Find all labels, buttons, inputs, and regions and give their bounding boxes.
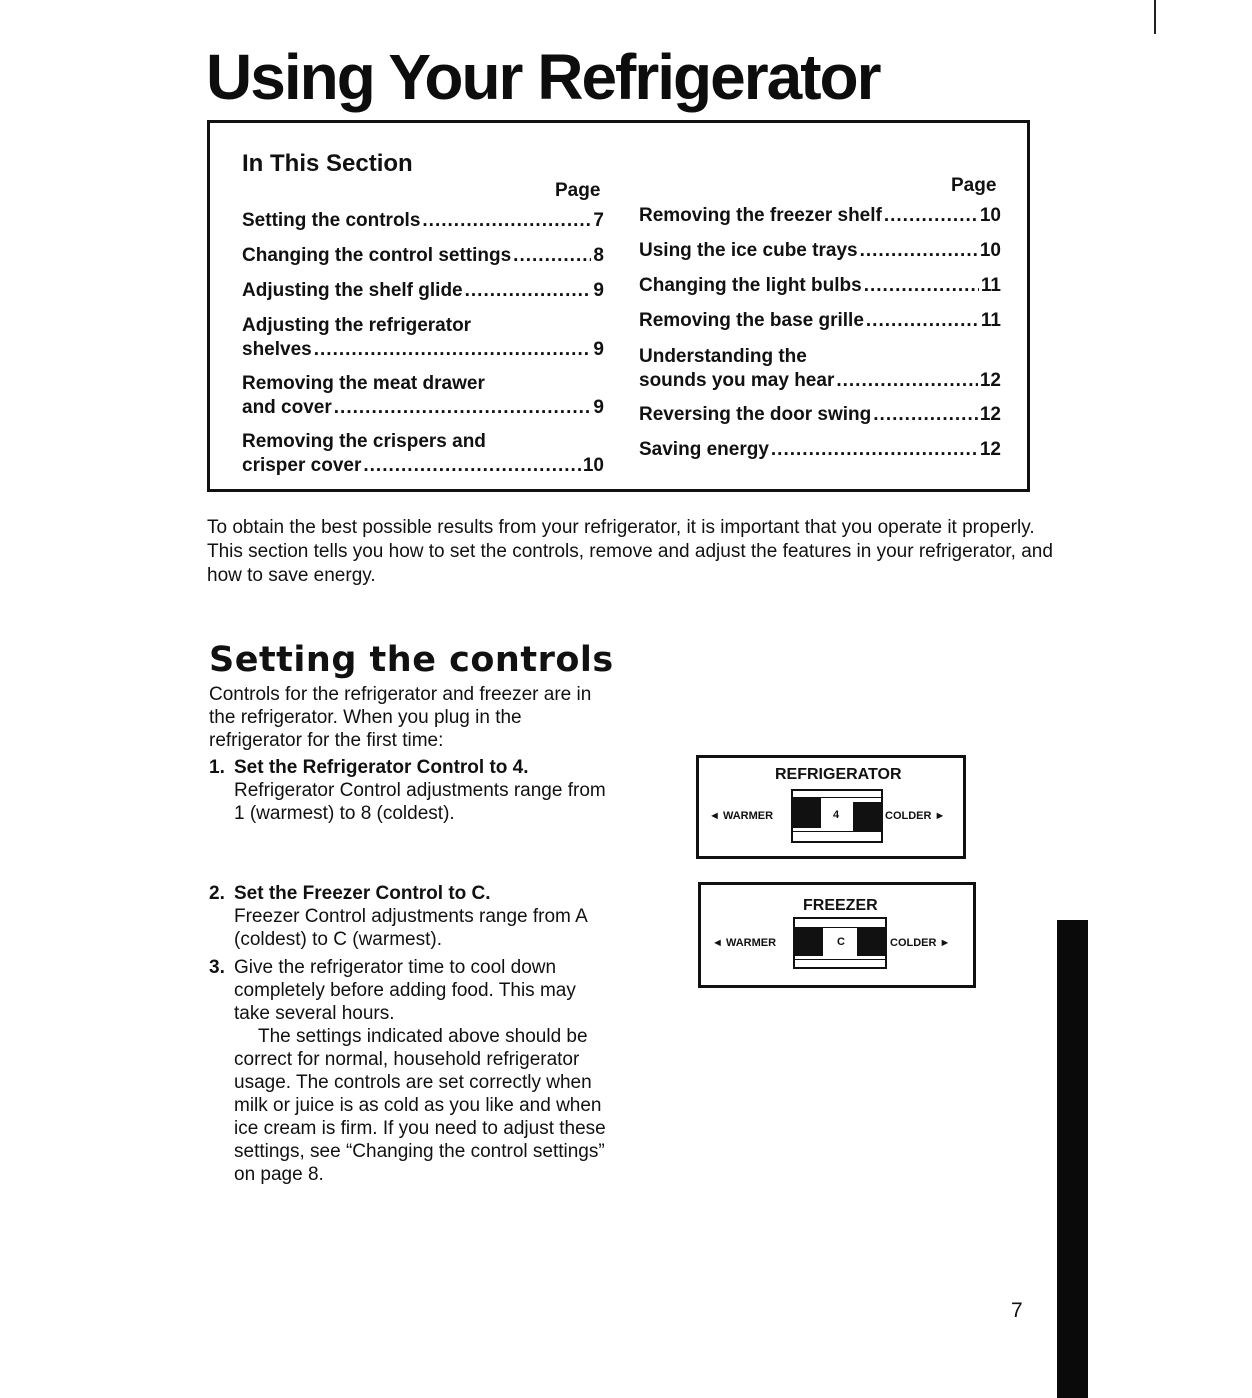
toc-entry-page: 11 (980, 310, 1001, 331)
step-number: 1. (209, 757, 225, 778)
leader-dots (314, 338, 592, 362)
dial-knob-right (853, 802, 881, 832)
toc-entry[interactable] (639, 345, 1001, 393)
toc-entry-page: 10 (979, 205, 1001, 226)
colder-label: COLDER ► (890, 937, 951, 949)
toc-entry[interactable] (242, 279, 604, 303)
lead-paragraph: Controls for the refrigerator and freezer are in the refrigerator. When you plug in the refrigerator for the first time: (209, 684, 592, 751)
toc-entry-text: Changing the light bulbs (639, 275, 862, 296)
toc-entry-text: Understanding the (639, 346, 807, 367)
freezer-setting-value: C (837, 936, 845, 948)
toc-entry[interactable] (242, 244, 604, 268)
leader-dots (363, 454, 581, 478)
toc-entry[interactable] (242, 314, 604, 362)
freezer-control-dial[interactable] (793, 917, 887, 969)
refrigerator-control-dial[interactable] (791, 789, 883, 843)
refrigerator-setting-value: 4 (833, 809, 840, 821)
thumb-tab-bar (1057, 920, 1088, 1398)
toc-entry-text: Changing the control settings (242, 245, 512, 266)
step-number: 3. (209, 957, 225, 978)
toc-heading: In This Section (242, 150, 413, 177)
toc-entry-text: crisper cover (242, 455, 362, 476)
toc-entry-page: 11 (980, 275, 1001, 296)
leader-dots (422, 209, 591, 233)
toc-entry-page: 7 (593, 210, 604, 231)
page-title: Using Your Refrigerator (206, 41, 880, 113)
leader-dots (884, 204, 978, 228)
toc-entry[interactable] (639, 274, 1001, 298)
toc-entry-page: 10 (979, 240, 1001, 261)
warmer-label: ◄ WARMER (709, 810, 774, 822)
toc-entry-page: 9 (593, 397, 604, 418)
toc-entry[interactable] (242, 209, 604, 233)
freezer-panel-title: FREEZER (803, 897, 878, 914)
step-body: Give the refrigerator time to cool down completely before adding food. This may take several hours. (234, 957, 576, 1024)
toc-entry-page: 10 (582, 455, 604, 476)
leader-dots (873, 403, 978, 427)
leader-dots (465, 279, 592, 303)
toc-entry-page: 9 (593, 339, 604, 360)
step-2 (209, 882, 614, 951)
toc-entry-text: Saving energy (639, 439, 769, 460)
step-heading: Set the Refrigerator Control to 4. (234, 757, 529, 778)
step-body: Refrigerator Control adjustments range from 1 (warmest) to 8 (coldest). (234, 780, 606, 824)
toc-entry[interactable] (639, 309, 1001, 333)
step-heading: Set the Freezer Control to C. (234, 883, 491, 904)
toc-entry-text: and cover (242, 397, 332, 418)
toc-page-label-right: Page (951, 175, 997, 196)
toc-entry-text: Removing the base grille (639, 310, 864, 331)
leader-dots (771, 438, 978, 462)
toc-entry-page: 12 (979, 439, 1001, 460)
leader-dots (866, 309, 979, 333)
toc-entry-text: Removing the freezer shelf (639, 205, 882, 226)
section-title: Setting the controls (209, 640, 614, 680)
toc-entry-text: Using the ice cube trays (639, 240, 858, 261)
step-extra-paragraph: The settings indicated above should be correct for normal, household refrigerator usage. The controls are set correctly when milk or juice is as cold as you like and when ice cream is firm. If you need to adjust these settings, see “Changing the control settings” on page 8. (234, 1026, 606, 1185)
toc-entry-text: shelves (242, 339, 312, 360)
toc-entry-text: Reversing the door swing (639, 404, 872, 425)
leader-dots (513, 244, 591, 268)
toc-entry-text: Setting the controls (242, 210, 421, 231)
intro-paragraph: To obtain the best possible results from your refrigerator, it is important that you operate it properly. This section tells you how to set the controls, remove and adjust the features in your refrigerator, and how to save energy. (207, 517, 1053, 586)
step-3 (209, 956, 614, 1186)
toc-entry[interactable] (639, 403, 1001, 427)
step-1 (209, 756, 614, 825)
toc-page-label-left: Page (555, 180, 601, 201)
leader-dots (864, 274, 979, 298)
dial-knob-left (793, 798, 821, 828)
colder-label: COLDER ► (885, 810, 946, 822)
step-number: 2. (209, 883, 225, 904)
dial-knob-right (857, 928, 885, 956)
leader-dots (836, 369, 978, 393)
toc-entry-text: Adjusting the refrigerator (242, 315, 472, 336)
warmer-label: ◄ WARMER (712, 937, 777, 949)
toc-entry-page: 9 (593, 280, 604, 301)
refrigerator-panel-title: REFRIGERATOR (775, 766, 902, 783)
toc-entry[interactable] (242, 372, 604, 420)
freezer-control-panel (698, 882, 976, 988)
toc-entry[interactable] (639, 204, 1001, 228)
toc-entry-page: 8 (593, 245, 604, 266)
toc-entry[interactable] (639, 438, 1001, 462)
toc-entry-text: Removing the meat drawer (242, 373, 485, 394)
leader-dots (860, 239, 978, 263)
toc-entry[interactable] (639, 239, 1001, 263)
toc-entry[interactable] (242, 430, 604, 478)
toc-entry-text: sounds you may hear (639, 370, 835, 391)
corner-mark (1154, 0, 1156, 34)
toc-entry-page: 12 (979, 404, 1001, 425)
leader-dots (334, 396, 592, 420)
dial-knob-left (795, 928, 823, 956)
toc-entry-text: Adjusting the shelf glide (242, 280, 463, 301)
refrigerator-control-panel (696, 755, 966, 859)
toc-entry-page: 12 (979, 370, 1001, 391)
page-number: 7 (1011, 1299, 1023, 1322)
toc-entry-text: Removing the crispers and (242, 431, 486, 452)
step-body: Freezer Control adjustments range from A (coldest) to C (warmest). (234, 906, 587, 950)
